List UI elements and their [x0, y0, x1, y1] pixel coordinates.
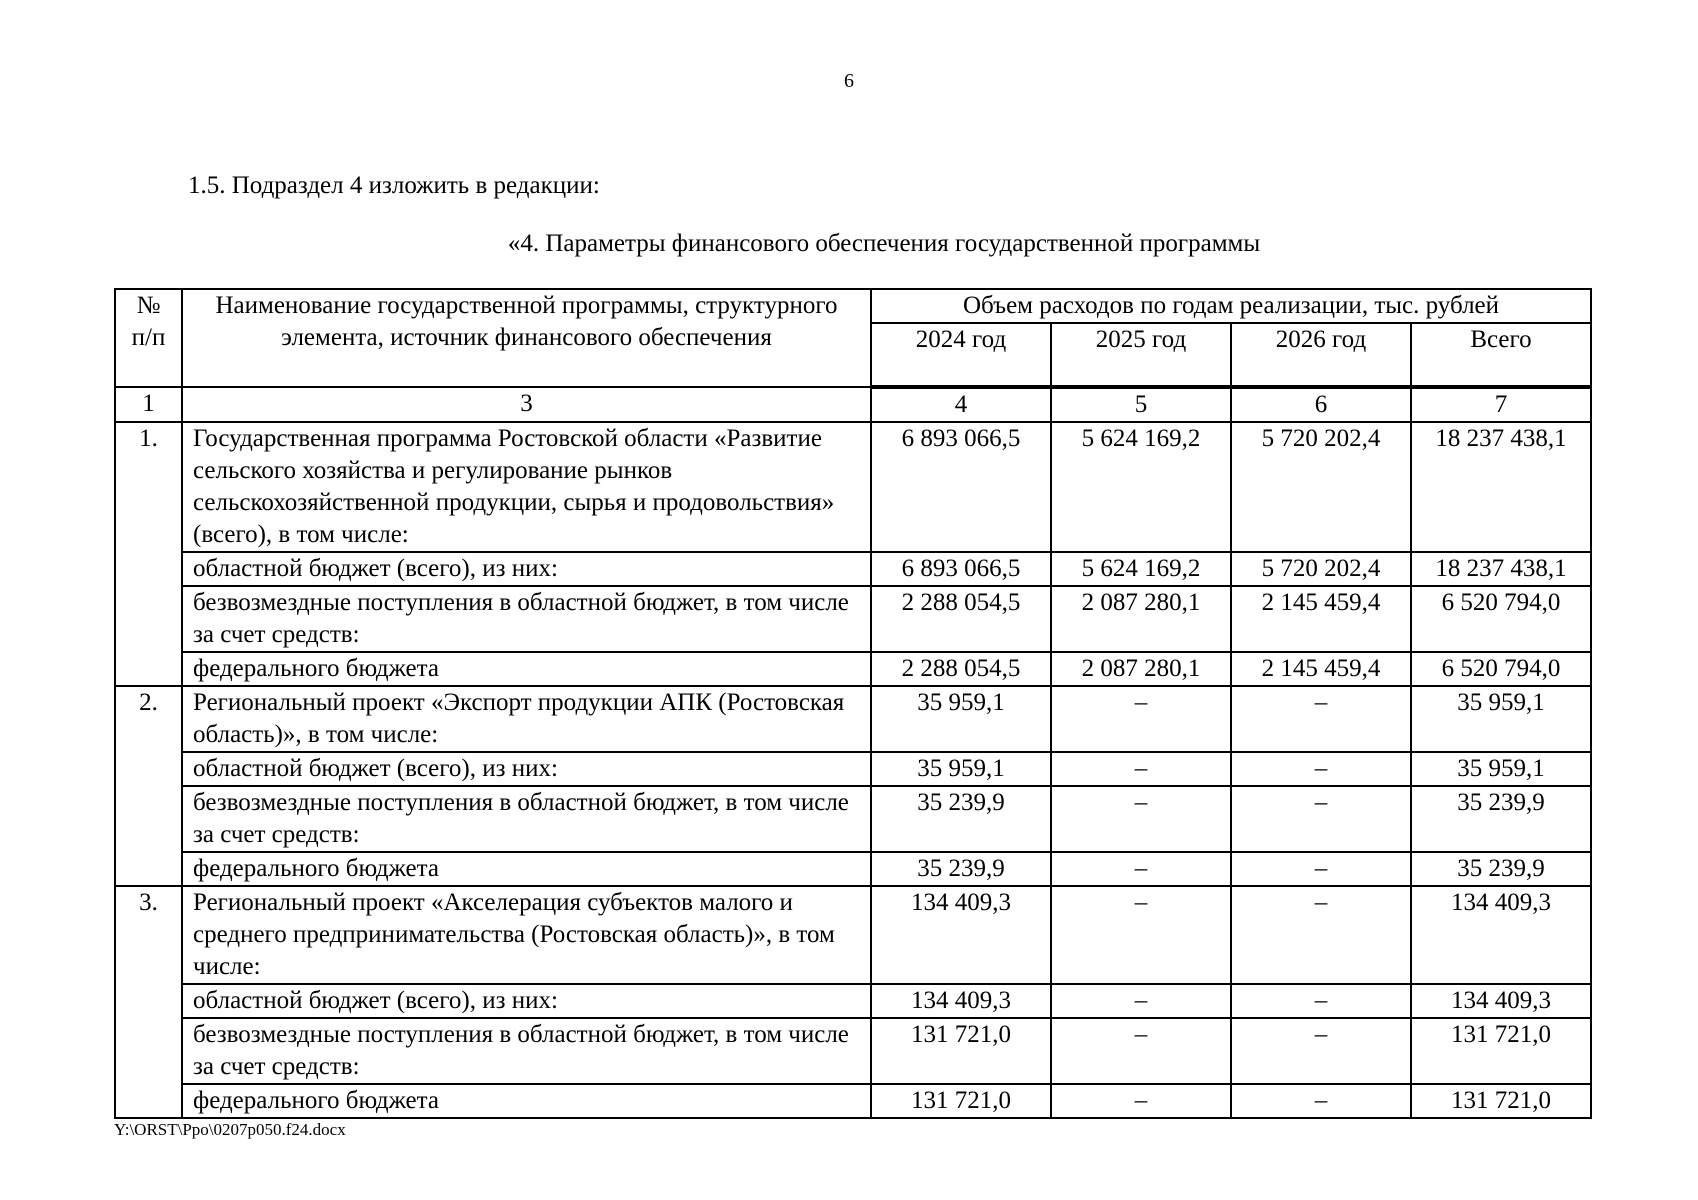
row-name: областной бюджет (всего), из них:: [182, 984, 871, 1018]
value-2026: –: [1231, 852, 1411, 886]
row-number: 1.: [115, 422, 182, 686]
value-2025: –: [1051, 984, 1231, 1018]
header-volume: Объем расходов по годам реализации, тыс. рублей: [871, 289, 1591, 323]
row-name: областной бюджет (всего), из них:: [182, 552, 871, 586]
colnum-cell: 6: [1231, 387, 1411, 422]
value-2024: 35 959,1: [871, 752, 1051, 786]
colnum-cell: 4: [871, 387, 1051, 422]
value-total: 35 239,9: [1411, 852, 1591, 886]
value-2026: –: [1231, 1018, 1411, 1084]
header-name: Наименование государственной программы, структурного элемента, источник финансового обеспечения: [182, 289, 871, 387]
value-2025: –: [1051, 852, 1231, 886]
value-2024: 35 959,1: [871, 686, 1051, 752]
table-row: [115, 852, 1591, 886]
value-total: 6 520 794,0: [1411, 586, 1591, 652]
row-name: областной бюджет (всего), из них:: [182, 752, 871, 786]
value-total: 18 237 438,1: [1411, 422, 1591, 552]
value-2026: 2 145 459,4: [1231, 652, 1411, 686]
header-total: Всего: [1411, 323, 1591, 387]
value-2024: 134 409,3: [871, 886, 1051, 984]
value-2024: 2 288 054,5: [871, 586, 1051, 652]
value-total: 6 520 794,0: [1411, 652, 1591, 686]
value-2025: 5 624 169,2: [1051, 552, 1231, 586]
value-2026: –: [1231, 1084, 1411, 1118]
value-2025: –: [1051, 752, 1231, 786]
value-2026: 5 720 202,4: [1231, 552, 1411, 586]
file-path-footer: Y:\ORST\Ppo\0207p050.f24.docx: [114, 1120, 346, 1139]
intro-text: 1.5. Подраздел 4 изложить в редакции:: [188, 172, 600, 199]
value-total: 35 239,9: [1411, 786, 1591, 852]
table-row: [115, 422, 1591, 552]
colnum-cell: 5: [1051, 387, 1231, 422]
value-2024: 131 721,0: [871, 1084, 1051, 1118]
value-2026: –: [1231, 686, 1411, 752]
value-total: 18 237 438,1: [1411, 552, 1591, 586]
table-row: [115, 984, 1591, 1018]
table-row: [115, 652, 1591, 686]
colnum-cell: 7: [1411, 387, 1591, 422]
row-name: безвозмездные поступления в областной бюджет, в том числе за счет средств:: [182, 786, 871, 852]
value-2025: –: [1051, 786, 1231, 852]
row-name: Региональный проект «Акселерация субъектов малого и среднего предпринимательства (Ростовская область)», в том числе:: [182, 886, 871, 984]
value-2024: 6 893 066,5: [871, 552, 1051, 586]
table-row: [115, 752, 1591, 786]
value-2025: –: [1051, 1018, 1231, 1084]
value-2024: 2 288 054,5: [871, 652, 1051, 686]
header-2026: 2026 год: [1231, 323, 1411, 387]
row-name: федерального бюджета: [182, 1084, 871, 1118]
header-num: № п/п: [115, 289, 182, 387]
value-2024: 6 893 066,5: [871, 422, 1051, 552]
value-2025: –: [1051, 1084, 1231, 1118]
header-2025: 2025 год: [1051, 323, 1231, 387]
value-total: 35 959,1: [1411, 752, 1591, 786]
row-name: Государственная программа Ростовской области «Развитие сельского хозяйства и регулирование рынков сельскохозяйственной продукции, сырья и продовольствия» (всего), в том числе:: [182, 422, 871, 552]
value-2025: 5 624 169,2: [1051, 422, 1231, 552]
colnum-cell: 1: [115, 387, 182, 422]
row-name: безвозмездные поступления в областной бюджет, в том числе за счет средств:: [182, 586, 871, 652]
value-2025: –: [1051, 686, 1231, 752]
value-total: 131 721,0: [1411, 1084, 1591, 1118]
value-2024: 35 239,9: [871, 852, 1051, 886]
value-total: 134 409,3: [1411, 886, 1591, 984]
value-2024: 134 409,3: [871, 984, 1051, 1018]
row-name: федерального бюджета: [182, 652, 871, 686]
header-row: [115, 289, 1591, 323]
section-title: «4. Параметры финансового обеспечения государственной программы: [507, 230, 1261, 257]
value-2026: –: [1231, 886, 1411, 984]
value-2025: –: [1051, 886, 1231, 984]
value-2025: 2 087 280,1: [1051, 586, 1231, 652]
row-number: 2.: [115, 686, 182, 886]
table-row: [115, 552, 1591, 586]
value-total: 134 409,3: [1411, 984, 1591, 1018]
value-total: 35 959,1: [1411, 686, 1591, 752]
value-2026: –: [1231, 786, 1411, 852]
value-2026: –: [1231, 752, 1411, 786]
page-number: 6: [844, 70, 854, 92]
value-total: 131 721,0: [1411, 1018, 1591, 1084]
financing-table: [114, 288, 1592, 1119]
colnum-cell: 3: [182, 387, 871, 422]
table-row: [115, 1018, 1591, 1084]
value-2026: 2 145 459,4: [1231, 586, 1411, 652]
row-number: 3.: [115, 886, 182, 1118]
value-2024: 35 239,9: [871, 786, 1051, 852]
value-2026: –: [1231, 984, 1411, 1018]
table-row: [115, 686, 1591, 752]
header-2024: 2024 год: [871, 323, 1051, 387]
table-row: [115, 786, 1591, 852]
row-name: федерального бюджета: [182, 852, 871, 886]
column-number-row: [115, 387, 1591, 422]
value-2024: 131 721,0: [871, 1018, 1051, 1084]
value-2026: 5 720 202,4: [1231, 422, 1411, 552]
row-name: безвозмездные поступления в областной бюджет, в том числе за счет средств:: [182, 1018, 871, 1084]
value-2025: 2 087 280,1: [1051, 652, 1231, 686]
table-row: [115, 1084, 1591, 1118]
row-name: Региональный проект «Экспорт продукции АПК (Ростовская область)», в том числе:: [182, 686, 871, 752]
table-row: [115, 586, 1591, 652]
table-row: [115, 886, 1591, 984]
